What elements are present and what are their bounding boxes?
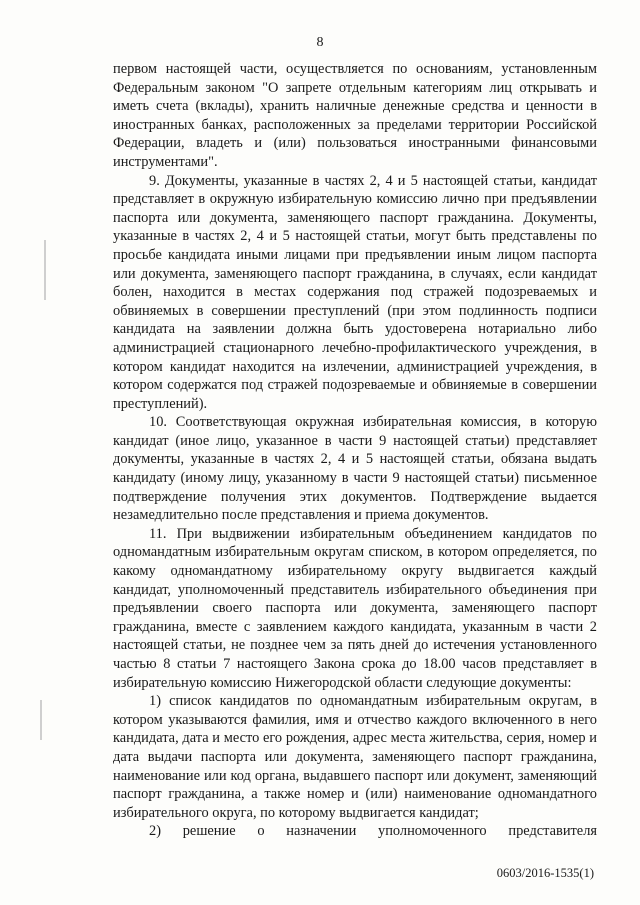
scan-edge-mark	[40, 700, 42, 740]
paragraph: 9. Документы, указанные в частях 2, 4 и 5 настоящей статьи, кандидат представляет в окружную избирательную комиссию лично при предъявлении паспорта или документа, заменяющего паспорт гражданина. Документы, указанные в частях 2, 4 и 5 настоящей статьи, могут быть представлены по просьбе кандидата иными лицами при предъявлении иным лицом паспорта или документа, заменяющего паспорт гражданина, в случаях, если кандидат болен, находится в местах содержания под стражей подозреваемых и обвиняемых в совершении преступлений (при этом подлинность подписи кандидата на заявлении должна быть удостоверена нотариально либо администрацией стационарного лечебно-профилактического учреждения, в котором кандидат находится на излечении, администрацией учреждения, в котором содержатся под стражей подозреваемые и обвиняемые в совершении преступлений).	[113, 172, 597, 412]
paragraph: 2) решение о назначении уполномоченного представителя	[149, 823, 597, 840]
page-number: 8	[316, 35, 324, 50]
document-code: 0603/2016-1535(1)	[496, 866, 594, 880]
paragraph: первом настоящей части, осуществляется по основаниям, установленным Федеральным законом "О запрете отдельным категориям лиц открывать и иметь счета (вклады), хранить наличные денежные средства и ценности в иностранных банках, расположенных за пределами территории Российской Федерации, владеть и (или) пользоваться иностранными финансовыми инструментами".	[113, 61, 597, 170]
scan-edge-mark	[44, 240, 46, 300]
document-body	[113, 60, 597, 841]
paragraph: 1) список кандидатов по одномандатным избирательным округам, в котором указываются фамилия, имя и отчество каждого включенного в него кандидата, дата и место его рождения, адрес места жительства, серия, номер и дата выдачи паспорта или документа, заменяющего паспорт гражданина, наименование или код органа, выдавшего паспорт или документ, заменяющий паспорт гражданина, а также номер и (или) наименование одномандатного избирательного округа, по которому выдвигается кандидат;	[113, 693, 597, 821]
paragraph: 11. При выдвижении избирательным объединением кандидатов по одномандатным избирательным округам списком, в котором определяется, по какому одномандатному избирательному округу выдвигается каждый кандидат, уполномоченный представитель избирательного объединения при предъявлении своего паспорта или документа, заменяющего паспорт гражданина, вместе с заявлением каждого кандидата, указанным в части 2 настоящей статьи, не позднее чем за пять дней до истечения установленного частью 8 статьи 7 настоящего Закона срока до 18.00 часов представляет в избирательную комиссию Нижегородской области следующие документы:	[113, 525, 597, 691]
paragraph: 10. Соответствующая окружная избирательная комиссия, в которую кандидат (иное лицо, указанное в части 9 настоящей статьи) представляет документы, указанные в частях 2, 4 и 5 настоящей статьи, обязана выдать кандидату (иному лицу, указанному в части 9 настоящей статьи) письменное подтверждение получения этих документов. Подтверждение выдается незамедлительно после представления и приема документов.	[113, 414, 597, 524]
